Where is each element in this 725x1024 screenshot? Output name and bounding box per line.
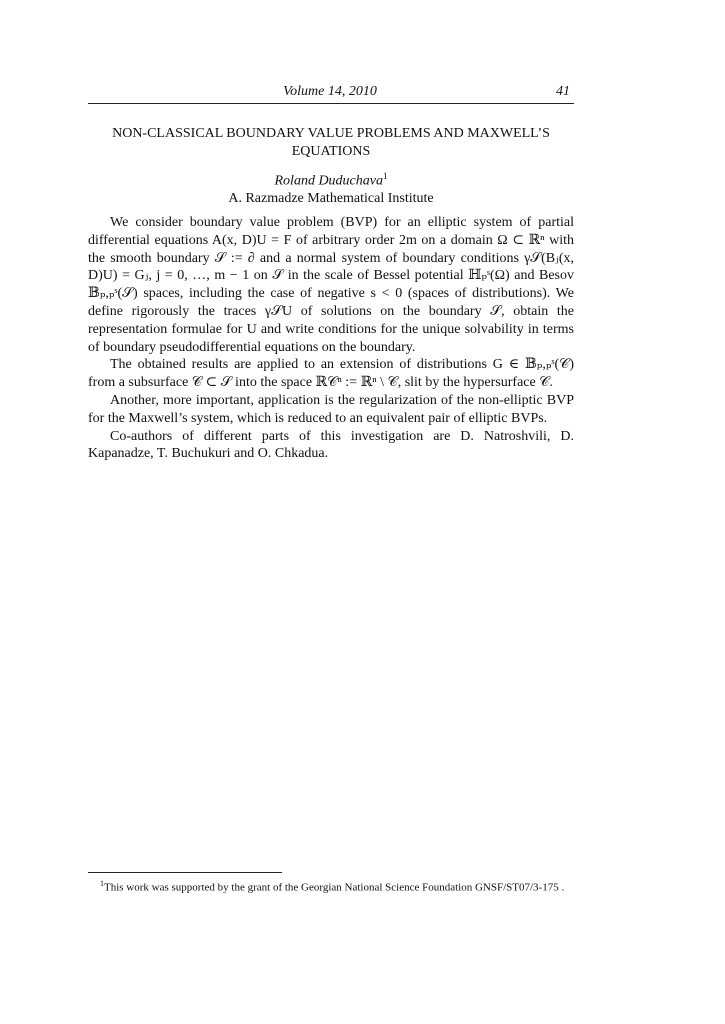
- footnote-mark: 1: [100, 879, 104, 888]
- author-line: [88, 167, 574, 191]
- paragraph-4: Co-authors of different parts of this investigation are D. Natroshvili, D. Kapanadze, T. Buchukuri and O. Chkadua.: [88, 428, 574, 462]
- running-header: [88, 84, 572, 102]
- author-footnote-mark: 1: [382, 171, 388, 181]
- paragraph-2: The obtained results are applied to an extension of distributions G ∈ 𝔹ₚ,ₚˢ(𝒞) from a subsurface 𝒞 ⊂ 𝒮 into the space ℝ𝒞ⁿ := ℝⁿ \ 𝒞, slit by the hypersurface 𝒞.: [88, 357, 574, 391]
- abstract-body: [88, 214, 574, 463]
- footnote-rule: [88, 872, 282, 873]
- volume-label: Volume 14, 2010: [283, 84, 377, 99]
- affiliation: A. Razmadze Mathematical Institute: [228, 191, 434, 206]
- footnote: [88, 876, 572, 896]
- paragraph-3: Another, more important, application is the regularization of the non-elliptic BVP for the Maxwell’s system, which is reduced to an equivalent pair of elliptic BVPs.: [88, 392, 574, 426]
- footnote-text: This work was supported by the grant of the Georgian National Science Foundation GNSF/ST07/3-175 .: [104, 881, 565, 894]
- page-number: 41: [556, 84, 570, 99]
- author-name: Roland Duduchava: [274, 173, 383, 189]
- paragraph-1: We consider boundary value problem (BVP) for an elliptic system of partial differential equations A(x, D)U = F of arbitrary order 2m on a domain Ω ⊂ ℝⁿ with the smooth boundary 𝒮 := ∂ and a normal system of boundary conditions γ𝒮(Bⱼ(x, D)U) = Gⱼ, j = 0, …, m − 1 on 𝒮 in the scale of Bessel potential ℍₚˢ(Ω) and Besov 𝔹ₚ,ₚˢ(𝒮) spaces, including the case of negative s < 0 (spaces of distributions). We define rigorously the traces γ𝒮U of solutions on the boundary 𝒮, obtain the representation formulae for U and write conditions for the unique solvability in terms of boundary pseudodifferential equations on the boundary.: [88, 215, 574, 355]
- paper-title: NON-CLASSICAL BOUNDARY VALUE PROBLEMS AND MAXWELL’S EQUATIONS: [112, 126, 550, 159]
- header-rule: [88, 103, 574, 104]
